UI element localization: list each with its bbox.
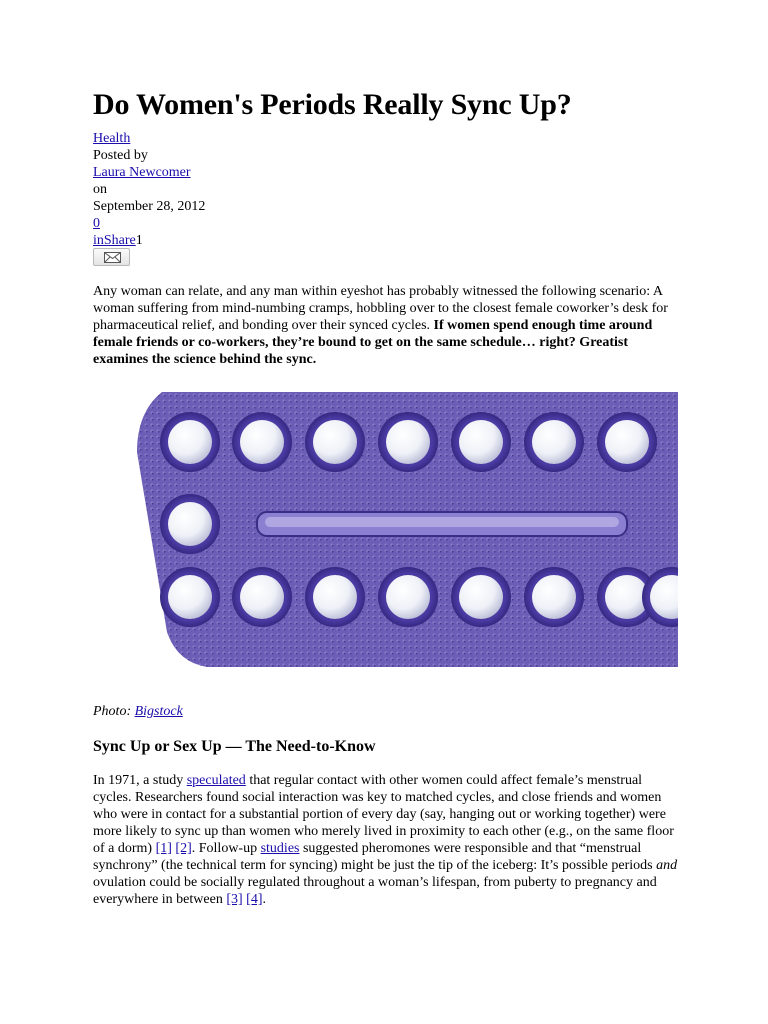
category-link[interactable]: Health	[93, 131, 131, 146]
pill	[168, 502, 212, 546]
pill	[168, 420, 212, 464]
author-link[interactable]: Laura Newcomer	[93, 165, 191, 180]
emphasis-and: and	[656, 858, 678, 873]
paragraph-text: ovulation could be socially regulated throughout a woman’s lifespan, from puberty to pregnancy and everywhere in between	[93, 875, 657, 907]
pill-pack-image	[137, 392, 678, 667]
intro-text: Any woman can relate, and any man within eyeshot has probably witnessed the following scenario: A woman suffering from mind-numbing cramps, hobbling over to the closest female coworker’s desk for pharmaceutical relief, and bonding over their synced cycles.	[93, 284, 668, 333]
pill	[459, 420, 503, 464]
linkedin-share-link[interactable]: inShare	[93, 233, 136, 248]
ref-2-link[interactable]: [2]	[175, 841, 192, 856]
bigstock-link[interactable]: Bigstock	[134, 704, 183, 719]
intro-paragraph	[93, 283, 678, 368]
article-meta	[93, 130, 205, 249]
email-share-button[interactable]	[93, 248, 130, 266]
paragraph-text: suggested pheromones were responsible and that “menstrual synchrony” (the technical term for syncing) might be just the tip of the iceberg: It’s possible periods	[93, 841, 657, 873]
on-label: on	[93, 182, 107, 197]
intro-bold-text: If women spend enough time around female friends or co-workers, they’re bound to get on the same schedule… right? Greatist examines the science behind the sync.	[93, 318, 653, 367]
paragraph-text: .	[262, 892, 266, 907]
envelope-icon	[104, 252, 121, 263]
pill	[532, 575, 576, 619]
caption-prefix: Photo:	[93, 704, 132, 719]
pill	[240, 420, 284, 464]
pill	[386, 420, 430, 464]
pill	[386, 575, 430, 619]
ref-4-link[interactable]: [4]	[246, 892, 263, 907]
section-heading: Sync Up or Sex Up — The Need-to-Know	[93, 738, 376, 755]
article-photo	[137, 392, 678, 667]
comment-count-link[interactable]: 0	[93, 216, 100, 231]
section-paragraph	[93, 772, 678, 908]
share-count: 1	[135, 233, 143, 248]
pill	[313, 575, 357, 619]
studies-link[interactable]: studies	[260, 841, 300, 856]
post-date: September 28, 2012	[93, 199, 206, 214]
pill	[532, 420, 576, 464]
photo-caption	[93, 703, 183, 720]
article-title: Do Women's Periods Really Sync Up?	[93, 88, 572, 121]
pill	[605, 420, 649, 464]
pill	[168, 575, 212, 619]
pill	[240, 575, 284, 619]
posted-by-label: Posted by	[93, 148, 148, 163]
pill	[313, 420, 357, 464]
ref-1-link[interactable]: [1]	[155, 841, 172, 856]
paragraph-text: . Follow-up	[191, 841, 261, 856]
ref-3-link[interactable]: [3]	[226, 892, 243, 907]
pill	[459, 575, 503, 619]
paragraph-text: that regular contact with other women could affect female’s menstrual cycles. Researchers found social interaction was key to matched cycles, and close friends and women who were in contact for a substantial portion of every day (say, hanging out or working together) were more likely to sync up than women who merely lived in proximity to each other (e.g., on the same floor of a dorm)	[93, 773, 674, 856]
paragraph-text: In 1971, a study	[93, 773, 187, 788]
speculated-link[interactable]: speculated	[186, 773, 246, 788]
